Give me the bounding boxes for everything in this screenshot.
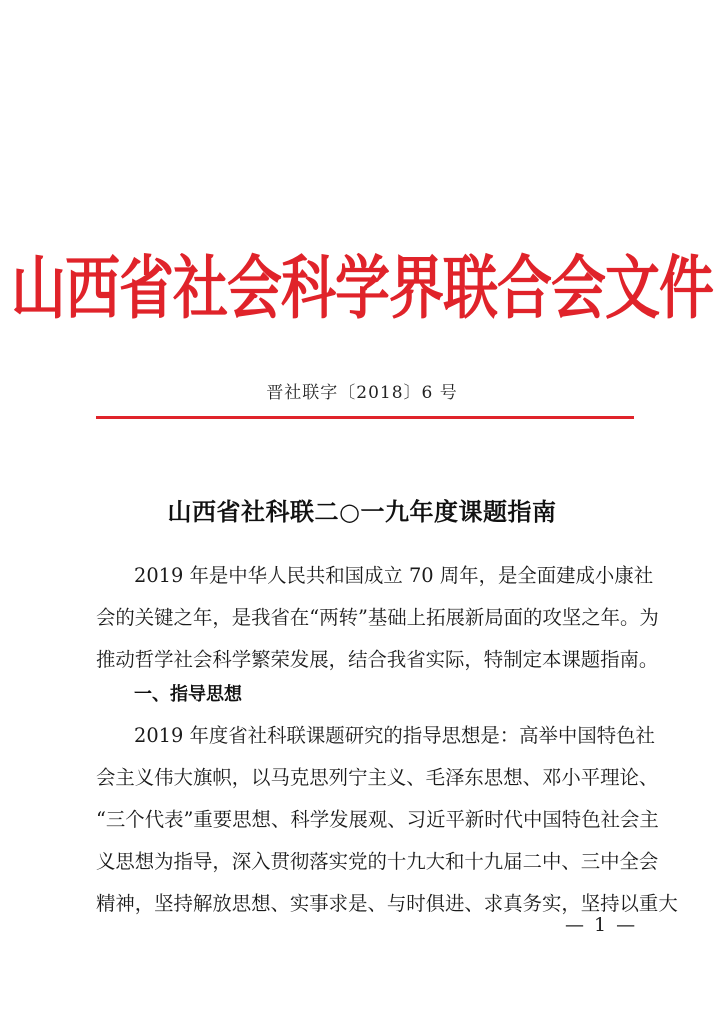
document-title: 山西省社科联二○一九年度课题指南 — [167, 497, 557, 526]
paragraph-line: 精神，坚持解放思想、实事求是、与时俱进、求真务实，坚持以重大 — [96, 892, 678, 915]
document-number: 晋社联字〔2018〕6 号 — [266, 383, 458, 403]
paragraph-line: “三个代表”重要思想、科学发展观、习近平新时代中国特色社会主 — [96, 808, 659, 831]
paragraph-guiding-thought — [96, 715, 678, 925]
paragraph-line: 会主义伟大旗帜，以马克思列宁主义、毛泽东思想、邓小平理论、 — [96, 766, 659, 789]
section-heading: 一、指导思想 — [134, 684, 242, 705]
paragraph-line: 推动哲学社会科学繁荣发展，结合我省实际，特制定本课题指南。 — [96, 648, 659, 671]
paragraph-line: 2019 年是中华人民共和国成立 70 周年，是全面建成小康社 — [134, 564, 654, 587]
paragraph-intro — [96, 555, 659, 681]
paragraph-line: 会的关键之年，是我省在“两转”基础上拓展新局面的攻坚之年。为 — [96, 606, 659, 629]
page-number: — 1 — — [565, 914, 638, 936]
organization-header-title: 山西省社会科学界联合会文件 — [10, 248, 713, 329]
paragraph-line: 义思想为指导，深入贯彻落实党的十九大和十九届二中、三中全会 — [96, 850, 659, 873]
paragraph-line: 2019 年度省社科联课题研究的指导思想是：高举中国特色社 — [134, 724, 655, 747]
red-divider-line — [96, 416, 634, 419]
